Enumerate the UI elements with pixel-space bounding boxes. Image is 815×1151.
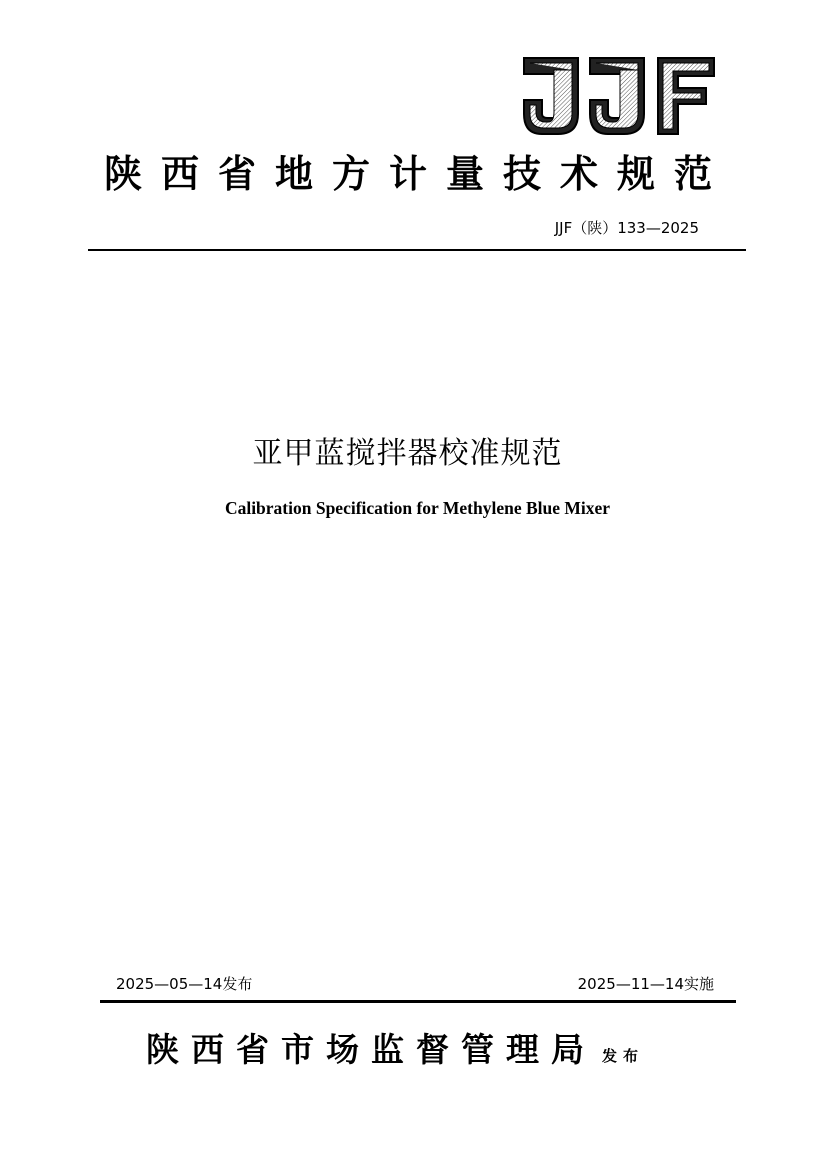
jjf-logo (520, 56, 720, 136)
document-title-en: Calibration Specification for Methylene Blue Mixer (224, 498, 611, 518)
footer-divider (100, 1000, 736, 1003)
publisher-suffix: 发布 (602, 1047, 645, 1065)
document-number: JJF（陕）133—2025 (554, 219, 699, 237)
document-title-cn: 亚甲蓝搅拌器校准规范 (252, 436, 563, 471)
issue-date: 2025—05—14发布 (116, 975, 253, 993)
publisher (146, 1026, 644, 1080)
logo-letter-j2 (586, 56, 648, 136)
header-divider (88, 249, 746, 251)
org-title: 陕西省地方计量技术规范 (104, 151, 732, 196)
logo-letter-f (654, 56, 716, 136)
implementation-date: 2025—11—14实施 (577, 975, 714, 993)
publisher-name: 陕西省市场监督管理局 (146, 1030, 596, 1069)
logo-letter-j1 (520, 56, 582, 136)
